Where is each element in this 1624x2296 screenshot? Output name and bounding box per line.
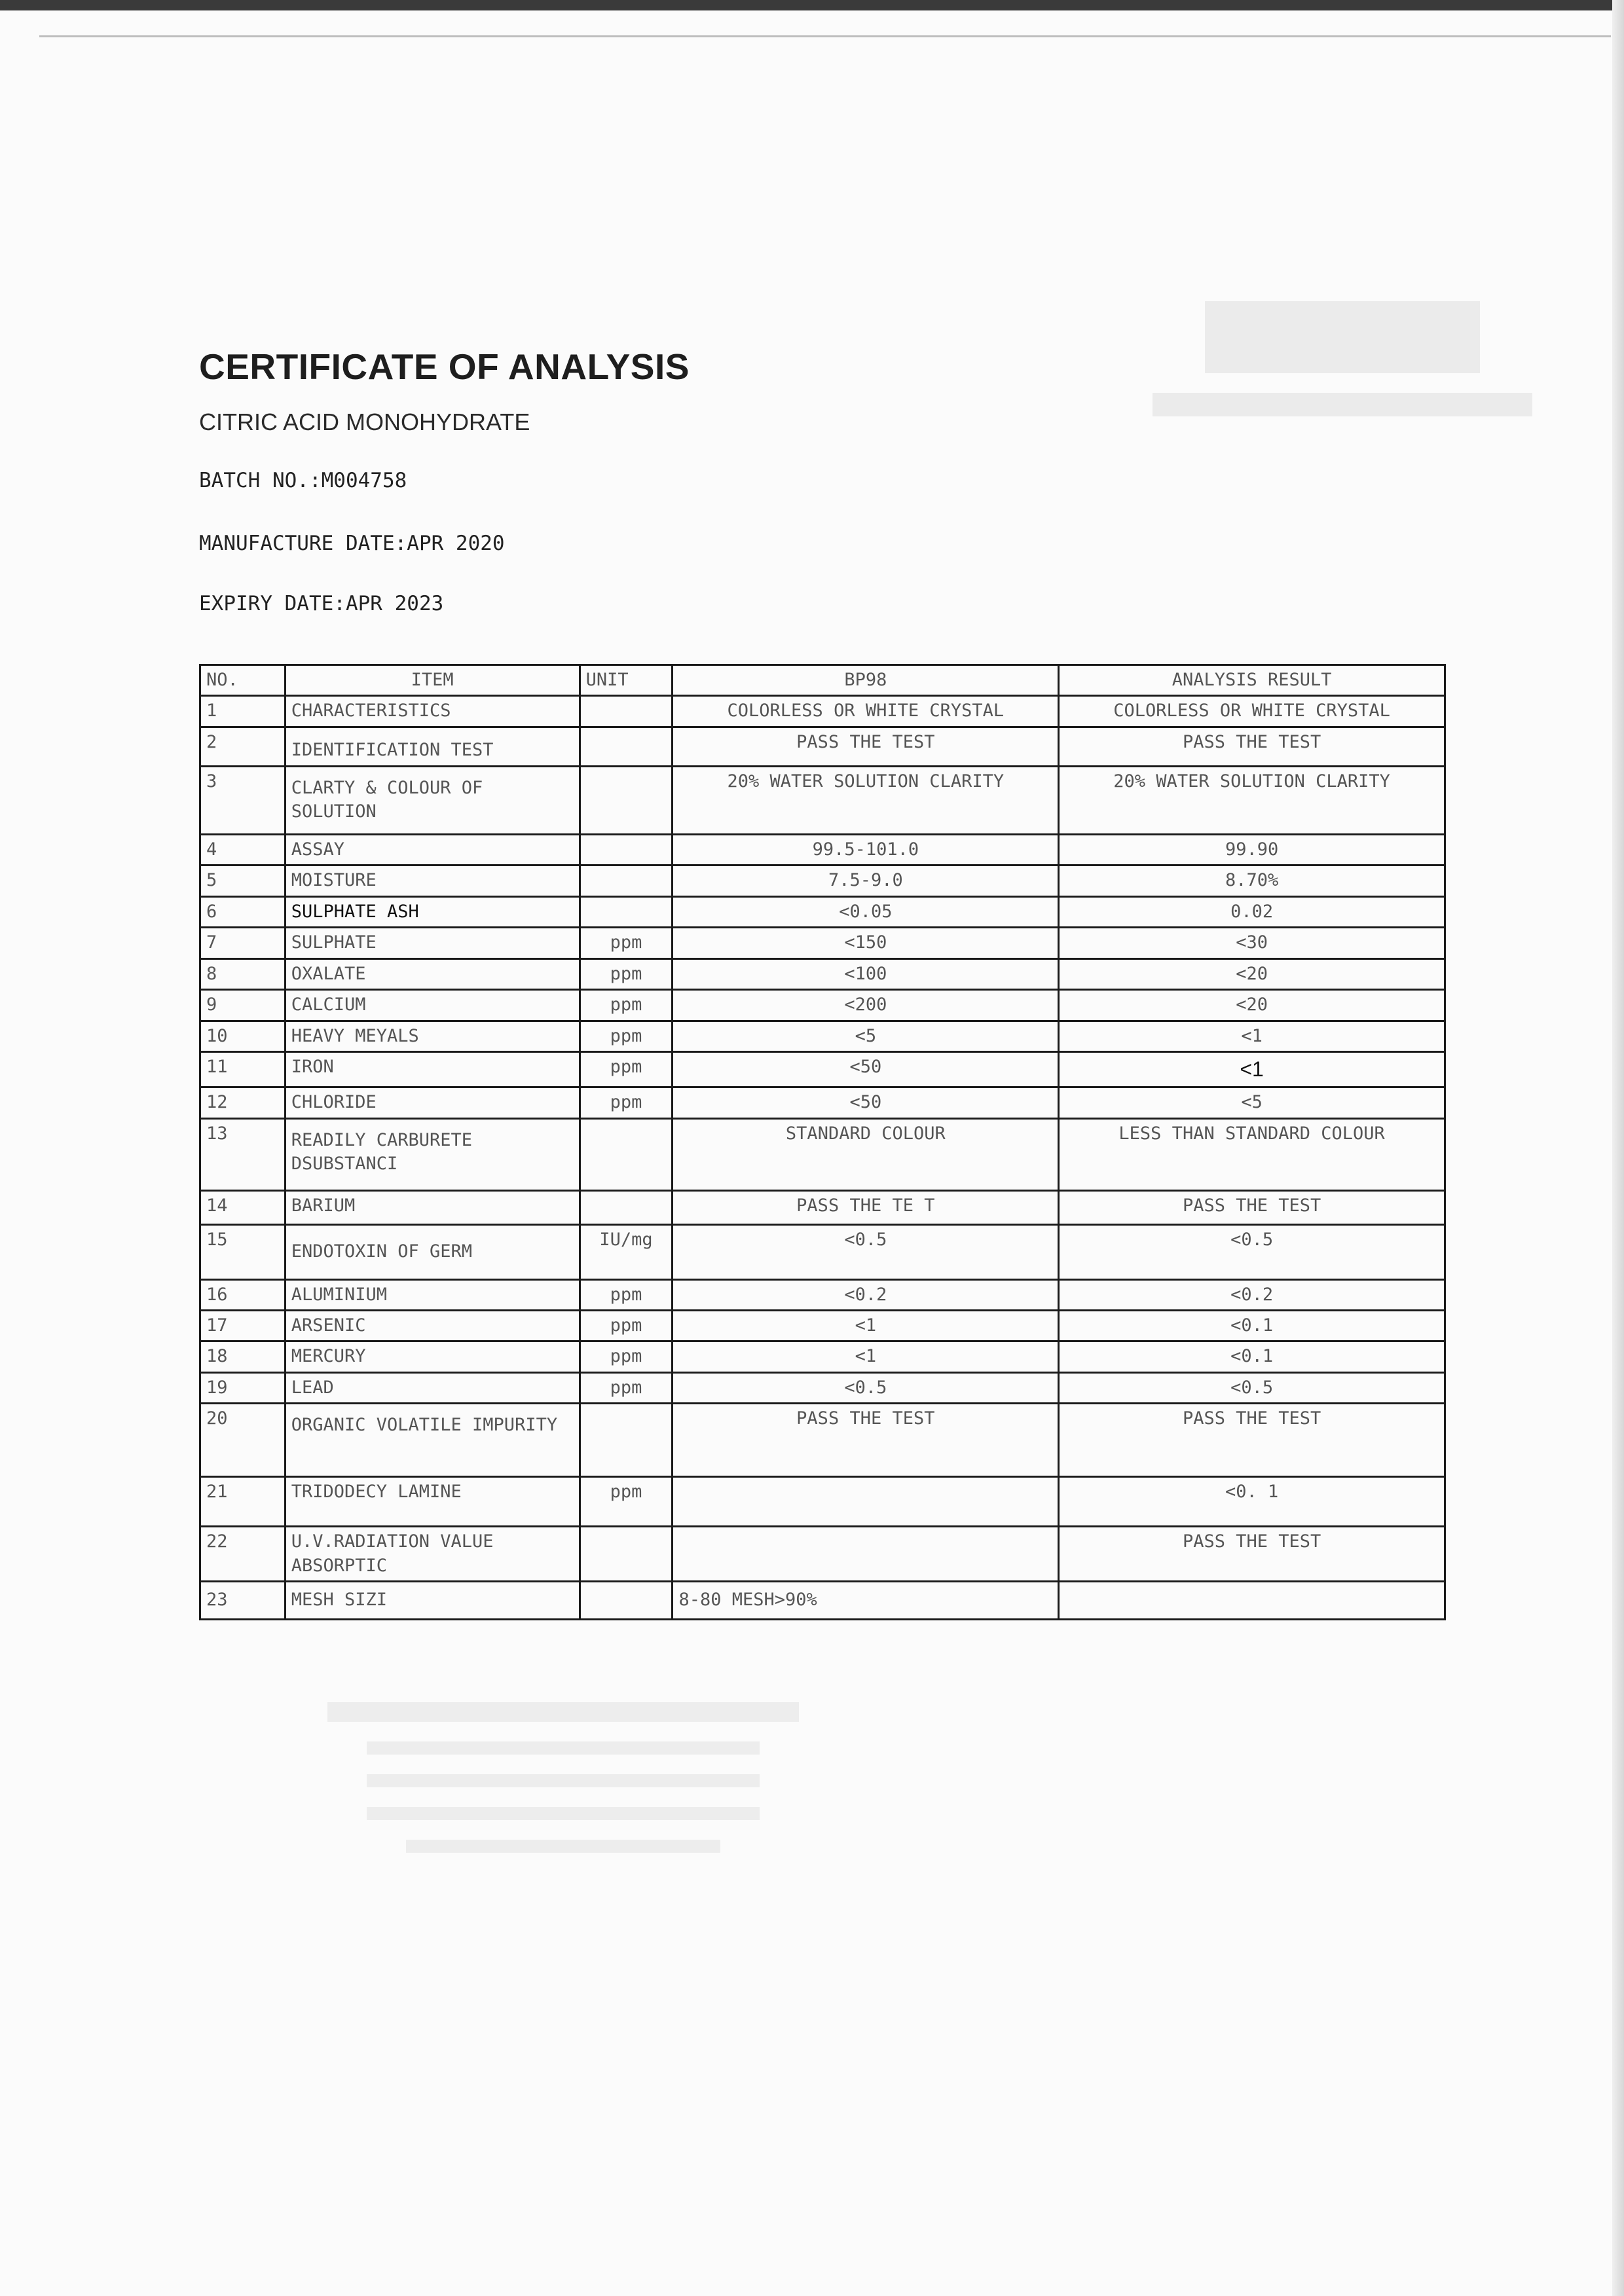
row-unit — [580, 1582, 673, 1620]
row-result: LESS THAN STANDARD COLOUR — [1059, 1118, 1445, 1190]
row-no: 23 — [200, 1582, 286, 1620]
row-standard: 20% WATER SOLUTION CLARITY — [673, 766, 1059, 834]
row-unit — [580, 1404, 673, 1477]
row-no: 19 — [200, 1372, 286, 1403]
row-standard: <0.5 — [673, 1372, 1059, 1403]
row-item: ALUMINIUM — [285, 1279, 580, 1310]
row-no: 2 — [200, 727, 286, 766]
row-standard: <200 — [673, 990, 1059, 1021]
manufacture-date: MANUFACTURE DATE:APR 2020 — [199, 532, 505, 555]
row-no: 13 — [200, 1118, 286, 1190]
row-no: 7 — [200, 928, 286, 958]
product-name: CITRIC ACID MONOHYDRATE — [199, 409, 530, 435]
table-row — [200, 866, 1445, 896]
table-row — [200, 727, 1445, 766]
row-standard: <50 — [673, 1087, 1059, 1118]
row-standard: PASS THE TEST — [673, 1404, 1059, 1477]
table-row — [200, 696, 1445, 727]
row-unit: ppm — [580, 1372, 673, 1403]
row-no: 12 — [200, 1087, 286, 1118]
row-unit — [580, 1527, 673, 1582]
faint-stamp-bleedthrough — [327, 1702, 799, 1872]
row-standard: COLORLESS OR WHITE CRYSTAL — [673, 696, 1059, 727]
row-item: ORGANIC VOLATILE IMPURITY — [285, 1404, 580, 1477]
row-item: IDENTIFICATION TEST — [285, 727, 580, 766]
row-item: LEAD — [285, 1372, 580, 1403]
row-unit: ppm — [580, 958, 673, 989]
row-standard: <0.5 — [673, 1224, 1059, 1279]
table-row — [200, 1051, 1445, 1087]
row-no: 15 — [200, 1224, 286, 1279]
table-row — [200, 1118, 1445, 1190]
row-item: CLARTY & COLOUR OF SOLUTION — [285, 766, 580, 834]
table-row — [200, 1224, 1445, 1279]
row-standard: <5 — [673, 1021, 1059, 1051]
row-standard: 7.5-9.0 — [673, 866, 1059, 896]
row-item: SULPHATE — [285, 928, 580, 958]
row-result: <0.2 — [1059, 1279, 1445, 1310]
row-standard: <150 — [673, 928, 1059, 958]
row-item: TRIDODECY LAMINE — [285, 1477, 580, 1527]
table-row — [200, 766, 1445, 834]
row-result: PASS THE TEST — [1059, 1404, 1445, 1477]
row-item: MOISTURE — [285, 866, 580, 896]
row-result: <5 — [1059, 1087, 1445, 1118]
row-no: 14 — [200, 1190, 286, 1224]
row-result: 99.90 — [1059, 834, 1445, 865]
document-title: CERTIFICATE OF ANALYSIS — [199, 346, 690, 387]
table-row — [200, 1341, 1445, 1372]
row-standard: <50 — [673, 1051, 1059, 1087]
table-row — [200, 1311, 1445, 1341]
row-result: <1 — [1059, 1051, 1445, 1087]
scan-right-edge — [1612, 0, 1624, 2296]
table-row — [200, 958, 1445, 989]
table-row — [200, 1279, 1445, 1310]
row-unit — [580, 766, 673, 834]
row-result: PASS THE TEST — [1059, 1527, 1445, 1582]
row-result: <0.5 — [1059, 1224, 1445, 1279]
header-unit: UNIT — [580, 665, 673, 696]
row-no: 16 — [200, 1279, 286, 1310]
table-row — [200, 1527, 1445, 1582]
row-item: BARIUM — [285, 1190, 580, 1224]
row-item: CALCIUM — [285, 990, 580, 1021]
row-no: 8 — [200, 958, 286, 989]
row-unit: ppm — [580, 1051, 673, 1087]
row-item: U.V.RADIATION VALUE ABSORPTIC — [285, 1527, 580, 1582]
row-item: ENDOTOXIN OF GERM — [285, 1224, 580, 1279]
row-standard: <0.2 — [673, 1279, 1059, 1310]
table-row — [200, 928, 1445, 958]
row-no: 22 — [200, 1527, 286, 1582]
row-item: MERCURY — [285, 1341, 580, 1372]
row-unit — [580, 866, 673, 896]
row-result: COLORLESS OR WHITE CRYSTAL — [1059, 696, 1445, 727]
row-unit — [580, 1190, 673, 1224]
row-unit: ppm — [580, 1279, 673, 1310]
header-standard: BP98 — [673, 665, 1059, 696]
row-no: 9 — [200, 990, 286, 1021]
row-result: <0.1 — [1059, 1341, 1445, 1372]
row-unit: ppm — [580, 990, 673, 1021]
row-standard: STANDARD COLOUR — [673, 1118, 1059, 1190]
row-standard: <100 — [673, 958, 1059, 989]
row-unit: ppm — [580, 1341, 673, 1372]
row-no: 3 — [200, 766, 286, 834]
row-unit: IU/mg — [580, 1224, 673, 1279]
row-unit: ppm — [580, 1311, 673, 1341]
row-item: ARSENIC — [285, 1311, 580, 1341]
row-unit — [580, 1118, 673, 1190]
row-no: 20 — [200, 1404, 286, 1477]
row-result: 20% WATER SOLUTION CLARITY — [1059, 766, 1445, 834]
row-result: <20 — [1059, 990, 1445, 1021]
row-standard: 8-80 MESH>90% — [673, 1582, 1059, 1620]
row-item: CHLORIDE — [285, 1087, 580, 1118]
row-result: <20 — [1059, 958, 1445, 989]
row-item: HEAVY MEYALS — [285, 1021, 580, 1051]
row-unit: ppm — [580, 928, 673, 958]
row-no: 6 — [200, 896, 286, 927]
row-result: 8.70% — [1059, 866, 1445, 896]
row-no: 17 — [200, 1311, 286, 1341]
row-unit — [580, 727, 673, 766]
header-item: ITEM — [285, 665, 580, 696]
header-no: NO. — [200, 665, 286, 696]
row-result: 0.02 — [1059, 896, 1445, 927]
row-result: <0. 1 — [1059, 1477, 1445, 1527]
row-standard: 99.5-101.0 — [673, 834, 1059, 865]
row-standard: <1 — [673, 1341, 1059, 1372]
faint-logo-watermark — [1113, 275, 1572, 445]
row-result: <1 — [1059, 1021, 1445, 1051]
row-standard: PASS THE TE T — [673, 1190, 1059, 1224]
row-item: SULPHATE ASH — [285, 896, 580, 927]
table-row — [200, 990, 1445, 1021]
scan-top-edge — [0, 0, 1624, 10]
row-no: 18 — [200, 1341, 286, 1372]
row-item: IRON — [285, 1051, 580, 1087]
table-row — [200, 1582, 1445, 1620]
row-item: READILY CARBURETE DSUBSTANCI — [285, 1118, 580, 1190]
row-result: <0.5 — [1059, 1372, 1445, 1403]
row-no: 4 — [200, 834, 286, 865]
row-unit: ppm — [580, 1021, 673, 1051]
table-row — [200, 1087, 1445, 1118]
row-unit — [580, 896, 673, 927]
table-header-row — [200, 665, 1445, 696]
row-no: 5 — [200, 866, 286, 896]
row-unit: ppm — [580, 1477, 673, 1527]
row-standard: <0.05 — [673, 896, 1059, 927]
row-unit — [580, 834, 673, 865]
row-result: PASS THE TEST — [1059, 1190, 1445, 1224]
row-item: OXALATE — [285, 958, 580, 989]
table-row — [200, 896, 1445, 927]
table-row — [200, 834, 1445, 865]
row-item: MESH SIZI — [285, 1582, 580, 1620]
row-no: 10 — [200, 1021, 286, 1051]
row-unit — [580, 696, 673, 727]
row-no: 1 — [200, 696, 286, 727]
row-unit: ppm — [580, 1087, 673, 1118]
row-result: <0.1 — [1059, 1311, 1445, 1341]
row-standard — [673, 1477, 1059, 1527]
row-standard — [673, 1527, 1059, 1582]
row-result: <30 — [1059, 928, 1445, 958]
table-row — [200, 1477, 1445, 1527]
table-row — [200, 1190, 1445, 1224]
analysis-table — [199, 664, 1446, 1620]
table-row — [200, 1404, 1445, 1477]
expiry-date: EXPIRY DATE:APR 2023 — [199, 592, 444, 615]
row-result — [1059, 1582, 1445, 1620]
row-standard: <1 — [673, 1311, 1059, 1341]
table-row — [200, 1372, 1445, 1403]
scan-fold-line — [39, 35, 1611, 37]
row-no: 21 — [200, 1477, 286, 1527]
row-no: 11 — [200, 1051, 286, 1087]
row-result: PASS THE TEST — [1059, 727, 1445, 766]
row-standard: PASS THE TEST — [673, 727, 1059, 766]
header-result: ANALYSIS RESULT — [1059, 665, 1445, 696]
row-item: CHARACTERISTICS — [285, 696, 580, 727]
row-item: ASSAY — [285, 834, 580, 865]
batch-number: BATCH NO.:M004758 — [199, 469, 407, 492]
table-row — [200, 1021, 1445, 1051]
